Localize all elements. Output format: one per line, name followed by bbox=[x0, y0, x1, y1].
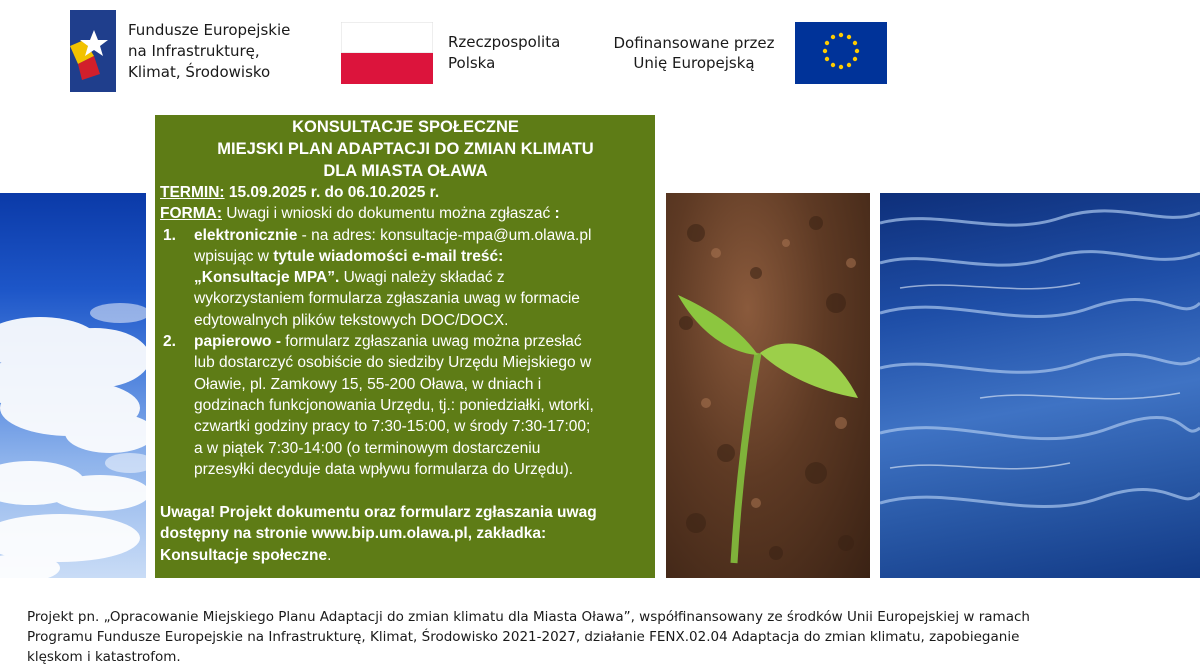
uwaga-line-2: dostępny na stronie www.bip.um.olawa.pl, zakładka: bbox=[160, 525, 547, 543]
electronic-line-3-rest: Uwagi należy składać z bbox=[339, 269, 505, 287]
list-number-1: 1. bbox=[163, 226, 176, 244]
paper-label: papierowo - bbox=[194, 333, 281, 351]
electronic-line-2-plain: wpisując w bbox=[194, 247, 274, 265]
electronic-line-4: wykorzystaniem formularza zgłaszania uwag w formacie bbox=[194, 290, 580, 308]
uwaga-line-1: Uwaga! Projekt dokumentu oraz formularz zgłaszania uwag bbox=[160, 504, 597, 522]
project-footer bbox=[27, 607, 1187, 667]
termin-value: 15.09.2025 r. do 06.10.2025 r. bbox=[224, 184, 440, 201]
eu-cofinancing-text bbox=[605, 33, 783, 73]
electronic-address: - na adres: konsultacje-mpa@um.olawa.pl bbox=[297, 226, 592, 244]
paper-line-1-rest: formularz zgłaszania uwag można przesłać bbox=[280, 333, 582, 351]
fe-logo-line-1: Fundusze Europejskie bbox=[128, 21, 291, 39]
paper-line-2: lub dostarczyć osobiście do siedziby Urzędu Miejskiego w bbox=[194, 354, 592, 372]
list-item-paper bbox=[160, 331, 651, 480]
eu-logo-line-2: Unię Europejską bbox=[633, 54, 755, 72]
forma-label: FORMA: bbox=[160, 205, 222, 223]
uwaga-line-3: Konsultacje społeczne bbox=[160, 546, 328, 564]
termin-label: TERMIN: bbox=[160, 184, 225, 201]
list-item-electronic bbox=[160, 225, 651, 331]
fe-emblem-icon bbox=[70, 10, 116, 92]
forma-row bbox=[160, 203, 651, 224]
fe-logo-line-3: Klimat, Środowisko bbox=[128, 63, 271, 81]
electronic-line-5: edytowalnych plików tekstowych DOC/DOCX. bbox=[194, 311, 509, 329]
footer-line-2: Programu Fundusze Europejskie na Infrastrukturę, Klimat, Środowisko 2021-2027, działanie FENX.02.04 Adaptacja do zmian klimatu, zapobieganie bbox=[27, 629, 1020, 645]
sky-clouds-photo bbox=[0, 193, 146, 578]
forma-text: Uwagi i wnioski do dokumentu można zgłaszać bbox=[222, 205, 555, 223]
electronic-line-2-bold: tytule wiadomości e-mail treść: bbox=[273, 247, 504, 265]
polish-flag-icon bbox=[341, 22, 433, 84]
consultation-notice bbox=[155, 115, 655, 578]
fundusze-europejskie-logo bbox=[70, 10, 330, 92]
paper-line-7: przesyłki decyduje data wpływu formularza do Urzędu). bbox=[194, 460, 574, 478]
paper-line-4: godzinach funkcjonowania Urzędu, tj.: poniedziałki, wtorki, bbox=[194, 396, 594, 414]
paper-line-6: a w piątek 7:30-14:00 (o terminowym dostarczeniu bbox=[194, 439, 541, 457]
rp-logo-line-1: Rzeczpospolita bbox=[448, 33, 561, 51]
water-photo bbox=[880, 193, 1200, 578]
electronic-label: elektronicznie bbox=[194, 226, 298, 244]
rp-logo-line-2: Polska bbox=[448, 54, 496, 72]
eu-flag-icon bbox=[795, 22, 887, 84]
fe-logo-line-2: na Infrastrukturę, bbox=[128, 42, 260, 60]
list-number-2: 2. bbox=[163, 333, 176, 351]
paper-line-3: Oławie, pl. Zamkowy 15, 55-200 Oława, w dniach i bbox=[194, 375, 542, 393]
uwaga-line-3-end: . bbox=[327, 546, 332, 564]
footer-line-3: klęskom i katastrofom. bbox=[27, 649, 181, 665]
notice-title-line-2: MIEJSKI PLAN ADAPTACJI DO ZMIAN KLIMATU bbox=[217, 140, 594, 158]
forma-colon: : bbox=[554, 205, 560, 223]
notice-title-line-3: DLA MIASTA OŁAWA bbox=[323, 162, 488, 180]
rzeczpospolita-polska-logo bbox=[341, 22, 561, 89]
notice-title-line-1: KONSULTACJE SPOŁECZNE bbox=[292, 118, 519, 136]
termin-row bbox=[160, 182, 651, 203]
email-subject: „Konsultacje MPA”. bbox=[194, 269, 340, 287]
eu-logo-line-1: Dofinansowane przez bbox=[613, 34, 775, 52]
sprout-photo bbox=[666, 193, 870, 578]
footer-line-1: Projekt pn. „Opracowanie Miejskiego Planu Adaptacji do zmian klimatu dla Miasta Oława”, współfinansowany ze środków Unii Europejskiej w ramach bbox=[27, 609, 1030, 625]
paper-line-5: czwartki godziny pracy to 7:30-15:00, w środy 7:30-17:00; bbox=[194, 418, 591, 436]
